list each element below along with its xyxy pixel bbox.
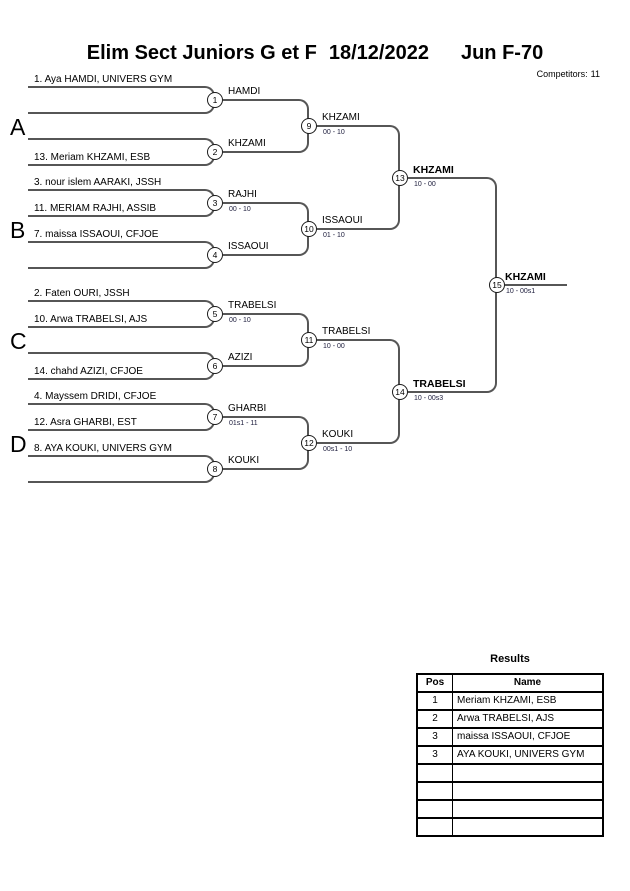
pool-label-B: B — [10, 217, 26, 243]
title-date: 18/12/2022 — [328, 42, 429, 64]
results-col-name: Name — [453, 674, 604, 692]
score-match-14: 10 - 00s3 — [414, 395, 444, 402]
result-name — [453, 818, 604, 836]
final-winner-line — [505, 284, 567, 286]
match-bracket-3 — [28, 189, 215, 217]
competitor-name: 2. Faten OURI, JSSH — [34, 288, 130, 299]
results-row — [417, 764, 603, 782]
winner-name-match-13: KHZAMI — [413, 164, 454, 176]
results-col-pos: Pos — [417, 674, 453, 692]
results-row — [417, 800, 603, 818]
match-number-6: 6 — [207, 358, 223, 374]
competitors-label: Competitors: — [536, 69, 588, 79]
pool-label-A: A — [10, 114, 26, 140]
score-match-9: 00 - 10 — [323, 129, 345, 136]
competitors-value: 11 — [590, 69, 600, 79]
match-bracket-12 — [223, 416, 309, 470]
result-name — [453, 782, 604, 800]
title-event: Elim Sect Juniors G et F — [86, 42, 317, 64]
results-table — [416, 673, 604, 837]
score-match-13: 10 - 00 — [414, 181, 436, 188]
results-panel — [416, 653, 604, 837]
match-bracket-9 — [223, 99, 309, 153]
winner-name-match-4: ISSAOUI — [228, 241, 269, 252]
results-header-row — [417, 674, 603, 692]
winner-name-match-8: KOUKI — [228, 455, 260, 466]
match-number-13: 13 — [392, 170, 408, 186]
competitor-name: 8. AYA KOUKI, UNIVERS GYM — [34, 443, 173, 454]
result-name — [453, 764, 604, 782]
results-row — [417, 818, 603, 836]
result-name: Meriam KHZAMI, ESB — [453, 692, 604, 710]
result-name: Arwa TRABELSI, AJS — [453, 710, 604, 728]
winner-name-match-3: RAJHI — [228, 189, 257, 200]
competitor-name: 1. Aya HAMDI, UNIVERS GYM — [34, 74, 173, 85]
winner-name-match-14: TRABELSI — [413, 378, 466, 390]
winner-name-match-12: KOUKI — [322, 429, 354, 440]
match-number-14: 14 — [392, 384, 408, 400]
results-row — [417, 728, 603, 746]
match-number-1: 1 — [207, 92, 223, 108]
competitor-name: 7. maissa ISSAOUI, CFJOE — [34, 229, 159, 240]
competitor-name: 10. Arwa TRABELSI, AJS — [34, 314, 148, 325]
pool-label-D: D — [10, 431, 27, 457]
match-bracket-7 — [28, 403, 215, 431]
match-number-4: 4 — [207, 247, 223, 263]
match-bracket-2 — [28, 138, 215, 166]
score-match-15: 10 - 00s1 — [506, 288, 536, 295]
winner-name-match-10: ISSAOUI — [322, 215, 363, 226]
winner-name-match-2: KHZAMI — [228, 138, 266, 149]
match-number-15: 15 — [489, 277, 505, 293]
match-number-3: 3 — [207, 195, 223, 211]
competitor-name: 12. Asra GHARBI, EST — [34, 417, 137, 428]
result-pos — [417, 764, 453, 782]
match-bracket-6 — [28, 352, 215, 380]
winner-name-match-9: KHZAMI — [322, 112, 360, 123]
match-bracket-15 — [408, 177, 497, 393]
competitor-name: 3. nour islem AARAKI, JSSH — [34, 177, 162, 188]
match-number-5: 5 — [207, 306, 223, 322]
competitor-name: 14. chahd AZIZI, CFJOE — [34, 366, 143, 377]
result-pos — [417, 782, 453, 800]
match-number-9: 9 — [301, 118, 317, 134]
match-number-12: 12 — [301, 435, 317, 451]
competitor-name: 13. Meriam KHZAMI, ESB — [34, 152, 151, 163]
result-pos: 1 — [417, 692, 453, 710]
pool-label-C: C — [10, 328, 27, 354]
score-match-5: 00 - 10 — [229, 317, 251, 324]
match-bracket-10 — [223, 202, 309, 256]
score-match-3: 00 - 10 — [229, 206, 251, 213]
match-number-2: 2 — [207, 144, 223, 160]
results-row — [417, 782, 603, 800]
match-bracket-14 — [317, 339, 400, 444]
result-name: AYA KOUKI, UNIVERS GYM — [453, 746, 604, 764]
score-match-10: 01 - 10 — [323, 232, 345, 239]
match-bracket-1 — [28, 86, 215, 114]
match-bracket-11 — [223, 313, 309, 367]
match-bracket-13 — [317, 125, 400, 230]
results-row — [417, 692, 603, 710]
winner-name-match-11: TRABELSI — [322, 326, 371, 337]
match-number-7: 7 — [207, 409, 223, 425]
result-pos: 2 — [417, 710, 453, 728]
result-pos — [417, 800, 453, 818]
winner-name-match-15: KHZAMI — [505, 271, 546, 283]
result-pos: 3 — [417, 746, 453, 764]
match-bracket-8 — [28, 455, 215, 483]
winner-name-match-5: TRABELSI — [228, 300, 277, 311]
result-name — [453, 800, 604, 818]
result-name: maissa ISSAOUI, CFJOE — [453, 728, 604, 746]
results-row — [417, 710, 603, 728]
score-match-11: 10 - 00 — [323, 343, 345, 350]
competitor-name: 4. Mayssem DRIDI, CFJOE — [34, 391, 157, 402]
title-category: Jun F-70 — [460, 42, 544, 64]
match-number-10: 10 — [301, 221, 317, 237]
winner-name-match-1: HAMDI — [228, 86, 261, 97]
results-title: Results — [490, 653, 530, 665]
result-pos — [417, 818, 453, 836]
winner-name-match-6: AZIZI — [228, 352, 253, 363]
result-pos: 3 — [417, 728, 453, 746]
score-match-12: 00s1 - 10 — [323, 446, 353, 453]
results-row — [417, 746, 603, 764]
match-bracket-4 — [28, 241, 215, 269]
match-bracket-5 — [28, 300, 215, 328]
competitor-name: 11. MERIAM RAJHI, ASSIB — [34, 203, 157, 214]
winner-name-match-7: GHARBI — [228, 403, 267, 414]
match-number-11: 11 — [301, 332, 317, 348]
score-match-7: 01s1 - 11 — [229, 420, 258, 427]
match-number-8: 8 — [207, 461, 223, 477]
